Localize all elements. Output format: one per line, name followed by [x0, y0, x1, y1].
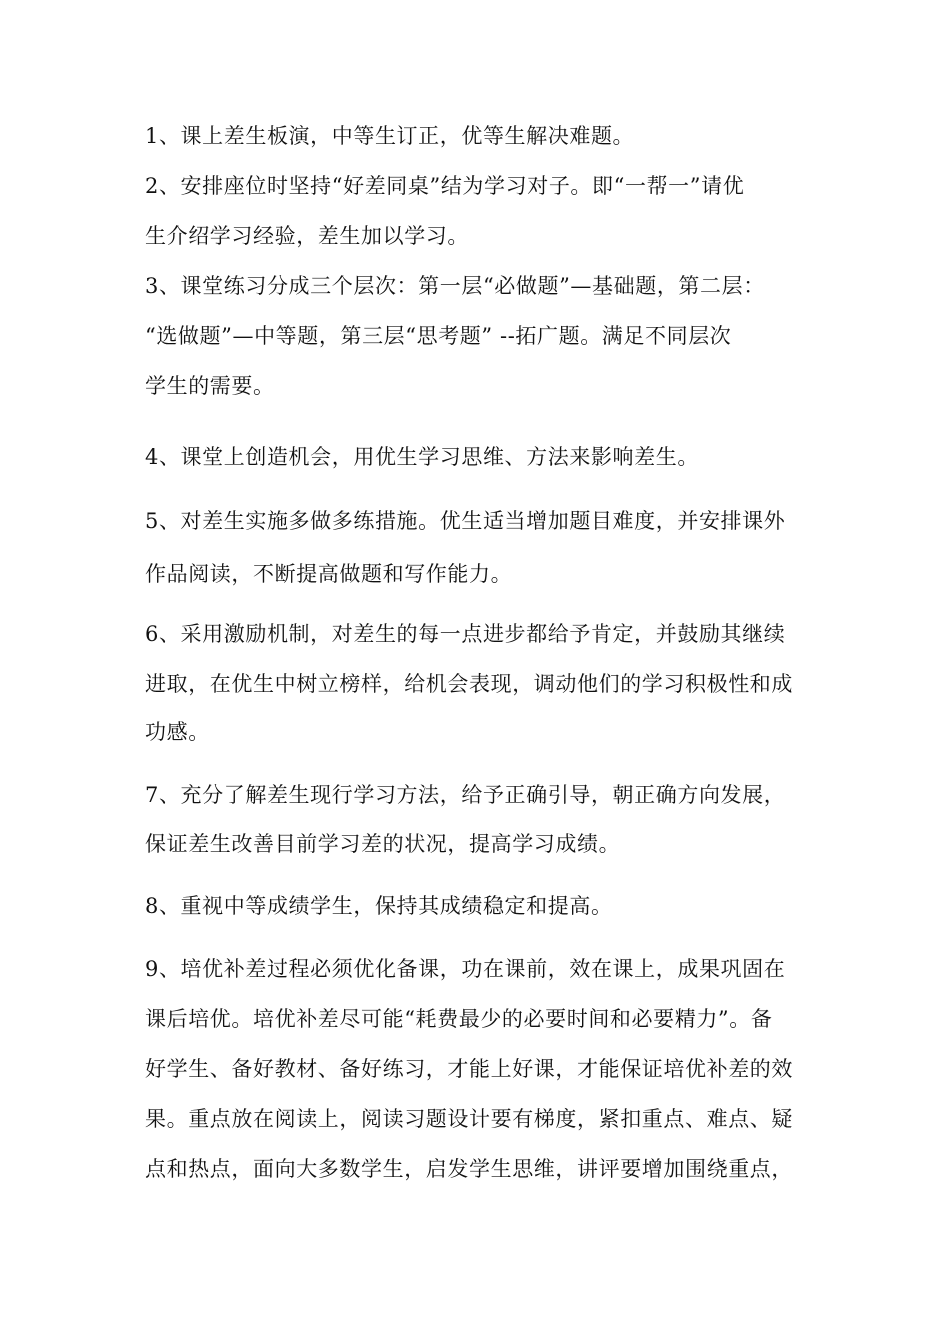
text-line: 点和热点，面向大多数学生，启发学生思维，讲评要增加围绕重点， [145, 1157, 793, 1181]
text-line: 2、安排座位时坚持“好差同桌”结为学习对子。即“一帮一”请优 [145, 174, 745, 198]
text-line: 作品阅读，不断提高做题和写作能力。 [145, 562, 513, 586]
text-line: 课后培优。培优补差尽可能“耗费最少的必要时间和必要精力”。备 [145, 1007, 773, 1031]
text-line: 功感。 [145, 720, 210, 744]
text-line: 学生的需要。 [145, 374, 275, 398]
text-line: 进取，在优生中树立榜样，给机会表现，调动他们的学习积极性和成 [145, 672, 793, 696]
text-line: 5、对差生实施多做多练措施。优生适当增加题目难度，并安排课外 [145, 509, 786, 533]
text-line: 6、采用激励机制，对差生的每一点进步都给予肯定，并鼓励其继续 [145, 622, 786, 646]
text-line: 1、课上差生板演，中等生订正，优等生解决难题。 [145, 124, 635, 148]
text-line: 8、重视中等成绩学生，保持其成绩稳定和提高。 [145, 894, 613, 918]
text-line: 果。重点放在阅读上，阅读习题设计要有梯度，紧扣重点、难点、疑 [145, 1107, 793, 1131]
text-line: 9、培优补差过程必须优化备课，功在课前，效在课上，成果巩固在 [145, 957, 786, 981]
text-line: 好学生、备好教材、备好练习，才能上好课，才能保证培优补差的效 [145, 1057, 793, 1081]
text-line: 4、课堂上创造机会，用优生学习思维、方法来影响差生。 [145, 445, 699, 469]
text-line: 3、课堂练习分成三个层次：第一层“必做题”—基础题，第二层： [145, 274, 765, 298]
text-line: 生介绍学习经验，差生加以学习。 [145, 224, 469, 248]
text-line: “选做题”—中等题，第三层“思考题” --拓广题。满足不同层次 [145, 324, 732, 348]
text-line: 保证差生改善目前学习差的状况，提高学习成绩。 [145, 832, 621, 856]
text-line: 7、充分了解差生现行学习方法，给予正确引导，朝正确方向发展， [145, 783, 786, 807]
